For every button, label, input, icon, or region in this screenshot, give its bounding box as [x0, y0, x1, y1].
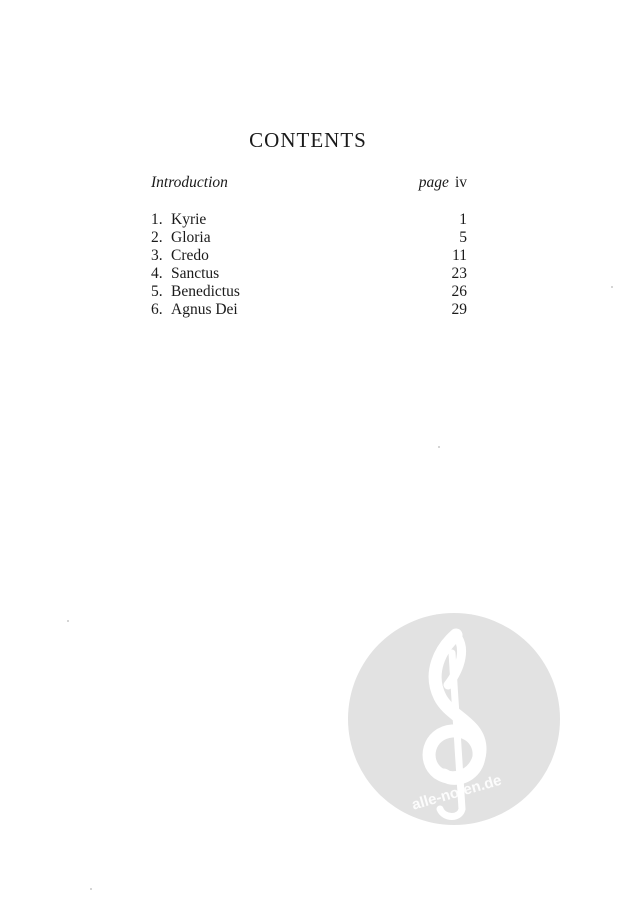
toc-introduction-row [151, 174, 467, 194]
scan-speck [611, 286, 613, 288]
toc-entry-number: 1. [151, 211, 163, 228]
toc-entry-number: 4. [151, 265, 163, 282]
table-of-contents [151, 174, 467, 319]
toc-entry-number: 6. [151, 301, 163, 318]
toc-introduction-page-number: iv [454, 174, 467, 191]
toc-entry [151, 301, 467, 319]
toc-entry-title: Sanctus [171, 265, 220, 282]
toc-entry-page: 1 [459, 211, 467, 228]
watermark-treble-clef-icon [348, 613, 560, 825]
toc-introduction-page [419, 174, 467, 192]
toc-entry-number: 5. [151, 283, 163, 300]
toc-entry-page: 5 [459, 229, 467, 246]
watermark-text: alle-noten.de [409, 771, 504, 814]
scan-speck [90, 888, 92, 890]
toc-entry-number: 2. [151, 229, 163, 246]
toc-entry-title: Gloria [171, 229, 211, 246]
page-word: page [418, 174, 449, 191]
toc-entry [151, 211, 467, 229]
toc-entry-number: 3. [151, 247, 163, 264]
toc-introduction-label: Introduction [151, 174, 228, 191]
scan-speck [67, 620, 69, 622]
toc-entry-title: Benedictus [171, 283, 240, 300]
toc-entry-title: Credo [171, 247, 209, 264]
toc-entry [151, 283, 467, 301]
toc-entry [151, 247, 467, 265]
toc-entry-title: Agnus Dei [171, 301, 238, 318]
toc-entry-page: 29 [451, 301, 467, 318]
toc-entry-page: 23 [451, 265, 467, 282]
page-title: CONTENTS [249, 128, 367, 152]
toc-entry [151, 229, 467, 247]
toc-entry-title: Kyrie [171, 211, 207, 228]
toc-entry-page: 11 [452, 247, 467, 264]
scan-speck [438, 446, 440, 448]
toc-entry [151, 265, 467, 283]
toc-entry-page: 26 [451, 283, 467, 300]
